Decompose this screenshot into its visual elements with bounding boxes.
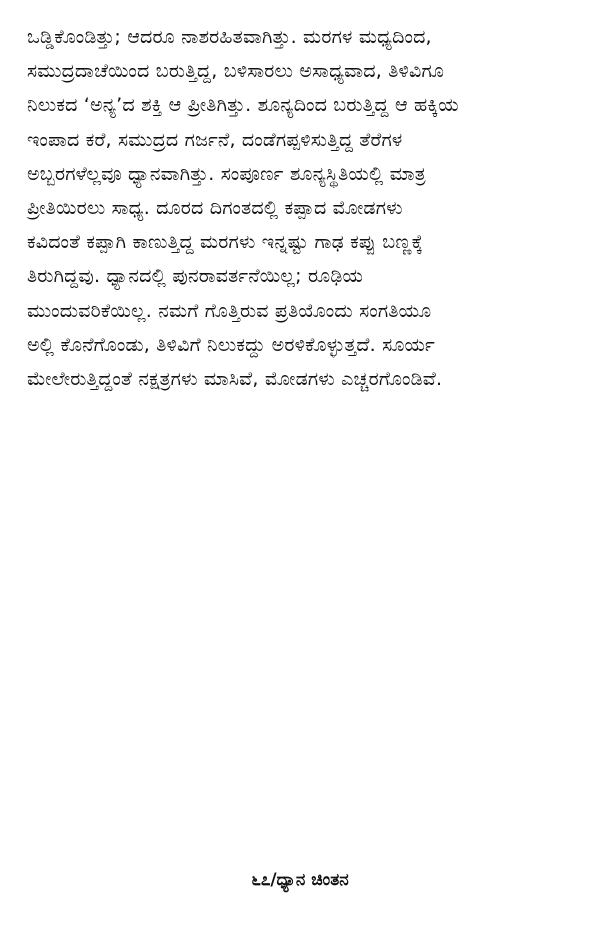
page-footer: ೬೭/ಧ್ಯಾನ ಚಿಂತನ <box>251 870 349 890</box>
text-line: ತಿರುಗಿದ್ದವು. ಧ್ಯಾನದಲ್ಲಿ ಪುನರಾವರ್ತನೆಯಿಲ್ಲ; ರೂಢಿಯ <box>27 265 364 288</box>
text-line: ಒಡ್ಡಿಕೊಂಡಿತ್ತು; ಆದರೂ ನಾಶರಹಿತವಾಗಿತ್ತು. ಮರಗಳ ಮಧ್ಯದಿಂದ, <box>27 26 432 48</box>
text-line: ಕವಿದಂತೆ ಕಪ್ಪಾಗಿ ಕಾಣುತ್ತಿದ್ದ ಮರಗಳು ಇನ್ನಷ್ಟು ಗಾಢ ಕಪ್ಪು ಬಣ್ಣಕ್ಕೆ <box>27 231 424 254</box>
text-line: ಅಬ್ಬರಗಳೆಲ್ಲವೂ ಧ್ಯಾನವಾಗಿತ್ತು. ಸಂಪೂರ್ಣ ಶೂನ್ಯಸ್ಥಿತಿಯಲ್ಲಿ ಮಾತ್ರ <box>27 162 426 185</box>
text-line: ಪ್ರೀತಿಯಿರಲು ಸಾಧ್ಯ. ದೂರದ ದಿಗಂತದಲ್ಲಿ ಕಪ್ಪಾದ ಮೋಡಗಳು <box>27 196 403 219</box>
text-line: ಮುಂದುವರಿಕೆಯಿಲ್ಲ. ನಮಗೆ ಗೊತ್ತಿರುವ ಪ್ರತಿಯೊಂದು ಸಂಗತಿಯೂ <box>27 299 432 322</box>
text-line: ಸಮುದ್ರದಾಚೆಯಿಂದ ಬರುತ್ತಿದ್ದ, ಬಳಿಸಾರಲು ಅಸಾಧ್ಯವಾದ, ತಿಳಿವಿಗೂ <box>27 60 445 83</box>
page-body-text <box>27 20 567 396</box>
text-line: ಮೇಲೇರುತ್ತಿದ್ದಂತೆ ನಕ್ಷತ್ರಗಳು ಮಾಸಿವೆ, ಮೋಡಗಳು ಎಚ್ಚರಗೊಂಡಿವೆ. <box>27 367 443 390</box>
text-line: ಇಂಪಾದ ಕರೆ, ಸಮುದ್ರದ ಗರ್ಜನೆ, ದಂಡೆಗಪ್ಪಳಿಸುತ್ತಿದ್ದ ತೆರೆಗಳ <box>27 128 403 151</box>
text-line: ನಿಲುಕದ ‘ಅನ್ಯ’ದ ಶಕ್ತಿ ಆ ಪ್ರೀತಿಗಿತ್ತು. ಶೂನ್ಯದಿಂದ ಬರುತ್ತಿದ್ದ ಆ ಹಕ್ಕಿಯ <box>27 94 459 117</box>
text-line: ಅಲ್ಲಿ ಕೊನೆಗೊಂಡು, ತಿಳಿವಿಗೆ ನಿಲುಕದ್ದು ಅರಳಿಕೊಳ್ಳುತ್ತದೆ. ಸೂರ್ಯ <box>27 333 435 356</box>
